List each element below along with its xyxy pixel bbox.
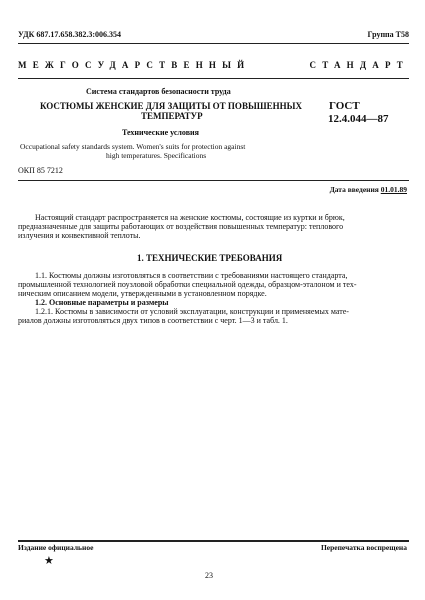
intro-date-value: 01.01.89 <box>380 185 407 194</box>
clause-1-2-1-line1: 1.2.1. Костюмы в зависимости от условий эксплуатации, конструкции и применяемых мате- <box>35 307 349 316</box>
star-icon: ★ <box>44 555 54 567</box>
group-code: Группа Т58 <box>367 30 409 39</box>
document-subtitle: Технические условия <box>122 128 199 137</box>
document-title-line1: КОСТЮМЫ ЖЕНСКИЕ ДЛЯ ЗАЩИТЫ ОТ ПОВЫШЕННЫХ <box>40 101 303 111</box>
document-title-line2: ТЕМПЕРАТУР <box>141 111 203 121</box>
intro-paragraph-line1: Настоящий стандарт распространяется на женские костюмы, состоящие из куртки и брюк, <box>35 213 345 222</box>
top-rule <box>18 43 409 44</box>
page-number: 23 <box>205 571 213 580</box>
gost-number: 12.4.044—87 <box>328 113 389 125</box>
banner-rule <box>18 78 409 79</box>
clause-1-2-1-line2: риалов должны изготовляться двух типов в соответствии с черт. 1—3 и табл. 1. <box>18 316 288 325</box>
udk-code: УДК 687.17.658.382.3:006.354 <box>18 30 122 39</box>
footer-rule <box>18 540 409 542</box>
reprint-prohibited: Перепечатка воспрещена <box>320 543 407 552</box>
intro-paragraph-line2: предназначенные для защиты работающих от воздействия повышенных температур: теплового <box>18 222 344 231</box>
subsection-heading: 1.2. Основные параметры и размеры <box>35 298 169 307</box>
section-heading: 1. ТЕХНИЧЕСКИЕ ТРЕБОВАНИЯ <box>137 253 283 263</box>
intro-date <box>330 186 407 195</box>
intro-date-label: Дата введения <box>329 185 379 194</box>
clause-1-1-line2: промышленной технологией поузловой обработки специальной одежды, образцом-эталоном и тех- <box>18 280 357 289</box>
english-title-line2: high temperatures. Specifications <box>106 151 207 160</box>
official-edition: Издание официальное <box>18 543 94 552</box>
system-title: Система стандартов безопасности труда <box>86 87 231 96</box>
standard-banner: МЕЖГОСУДАРСТВЕННЫЙ СТАНДАРТ <box>18 60 409 70</box>
okp-code: ОКП 85 7212 <box>18 166 63 175</box>
intro-paragraph-line3: излучения и конвективной теплоты. <box>18 231 141 240</box>
english-title-line1: Occupational safety standards system. Women's suits for protection against <box>20 142 246 151</box>
title-rule <box>18 180 409 181</box>
gost-label: ГОСТ <box>329 100 360 112</box>
clause-1-1-line3: ническим описанием модели, утвержденными в установленном порядке. <box>18 289 267 298</box>
clause-1-1-line1: 1.1. Костюмы должны изготовляться в соответствии с требованиями настоящего стандарта, <box>35 271 348 280</box>
